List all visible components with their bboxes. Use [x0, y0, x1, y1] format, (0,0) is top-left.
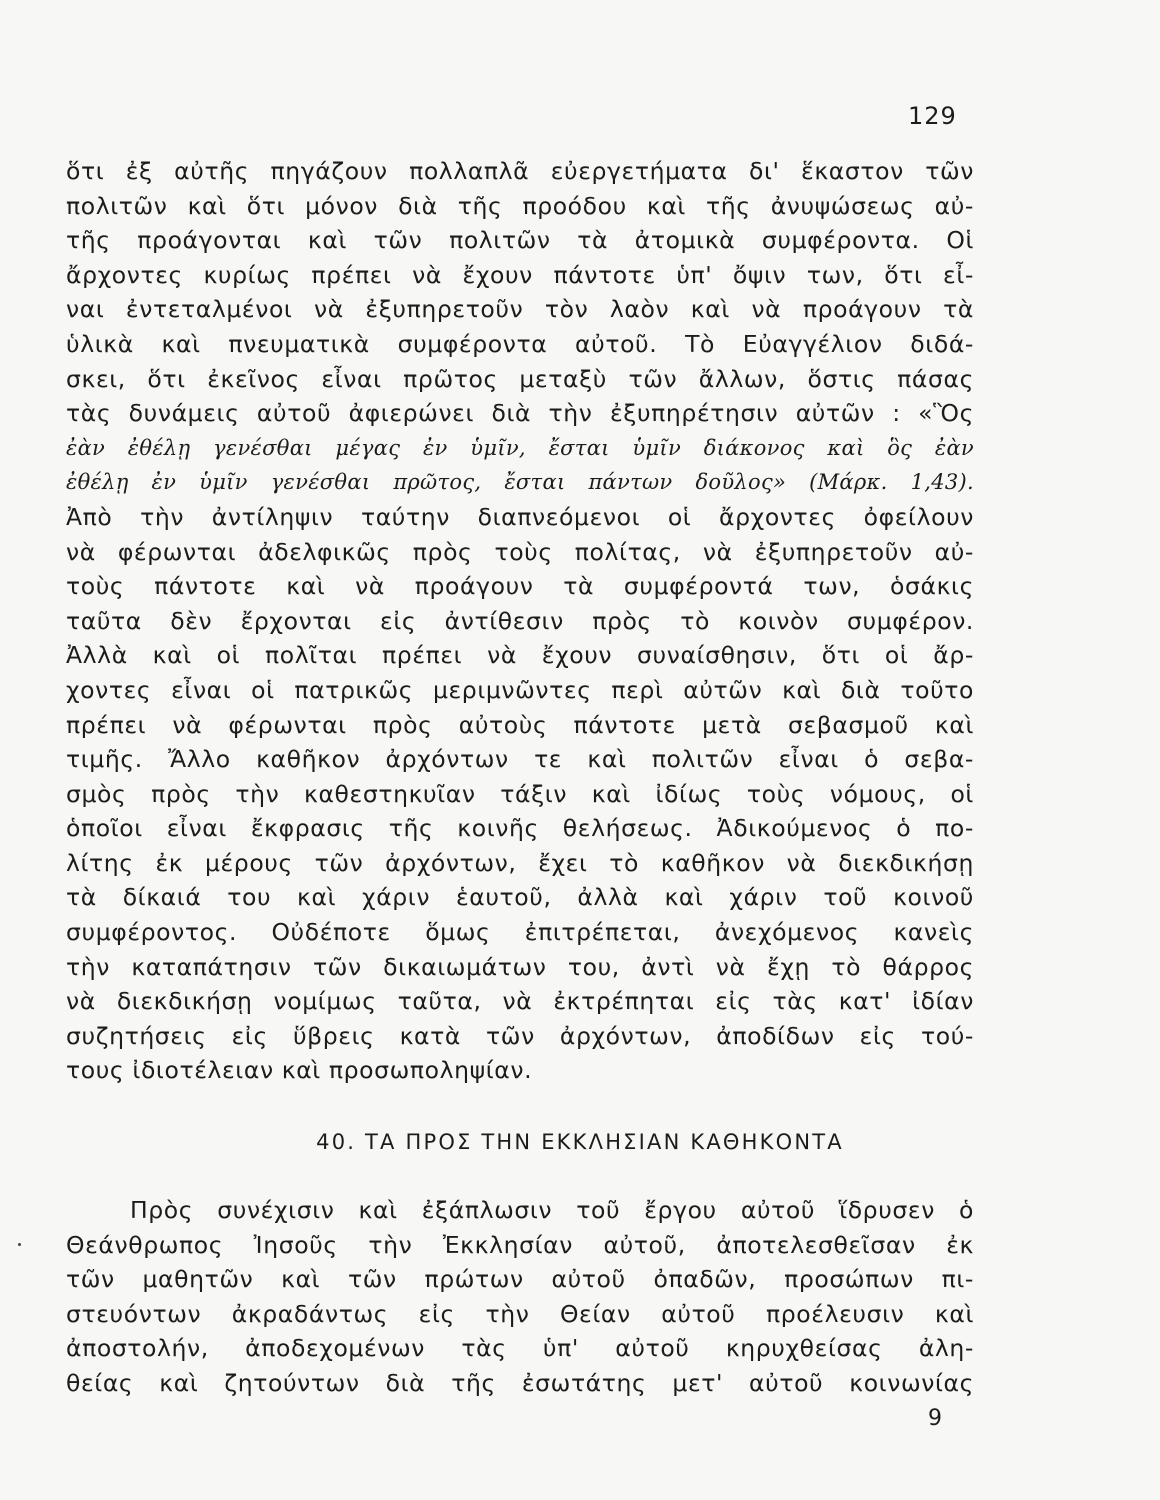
- text-line: ὑλικὰ καὶ πνευματικὰ συμφέροντα αὐτοῦ. Τὸ Εὐαγγέλιον διδά-: [66, 329, 974, 358]
- margin-dot: [18, 1243, 21, 1246]
- text-line: τοὺς πάντοτε καὶ νὰ προάγουν τὰ συμφέροντά των, ὁσάκις: [66, 572, 974, 601]
- text-line: πρέπει νὰ φέρωνται πρὸς αὐτοὺς πάντοτε μετὰ σεβασμοῦ καὶ: [66, 710, 974, 739]
- text-line: σμὸς πρὸς τὴν καθεστηκυῖαν τάξιν καὶ ἰδίως τοὺς νόμους, οἱ: [66, 779, 974, 808]
- paragraph-2: [66, 1193, 974, 1401]
- text-line: τους ἰδιοτέλειαν καὶ προσωποληψίαν.: [66, 1056, 533, 1085]
- text-line: Θεάνθρωπος Ἰησοῦς τὴν Ἐκκλησίαν αὐτοῦ, ἀποτελεσθεῖσαν ἐκ: [66, 1230, 974, 1259]
- text-line: ταῦτα δὲν ἔρχονται εἰς ἀντίθεσιν πρὸς τὸ κοινὸν συμφέρον.: [66, 606, 974, 635]
- text-line: πολιτῶν καὶ ὅτι μόνον διὰ τῆς προόδου καὶ τῆς ἀνυψώσεως αὐ-: [66, 191, 974, 220]
- text-line: θείας καὶ ζητούντων διὰ τῆς ἐσωτάτης μετ' αὐτοῦ κοινωνίας: [66, 1368, 974, 1397]
- text-line: Ἀλλὰ καὶ οἱ πολῖται πρέπει νὰ ἔχουν συναίσθησιν, ὅτι οἱ ἄρ-: [66, 641, 974, 670]
- text-line: συμφέροντος. Οὐδέποτε ὅμως ἐπιτρέπεται, ἀνεχόμενος κανεὶς: [66, 918, 974, 947]
- text-line: τὴν καταπάτησιν τῶν δικαιωμάτων του, ἀντὶ νὰ ἔχῃ τὸ θάρρος: [66, 952, 974, 981]
- section-heading: 40. ΤΑ ΠΡΟΣ ΤΗΝ ΕΚΚΛΗΣΙΑΝ ΚΑΘΗΚΟΝΤΑ: [316, 1130, 844, 1154]
- scripture-quote-line: ἐθέλῃ ἐν ὑμῖν γενέσθαι πρῶτος, ἔσται πάντων δοῦλος» (Μάρκ. 1,43).: [66, 470, 974, 495]
- text-line: τῶν μαθητῶν καὶ τῶν πρώτων αὐτοῦ ὀπαδῶν, προσώπων πι-: [66, 1265, 974, 1294]
- text-line: σκει, ὅτι ἐκεῖνος εἶναι πρῶτος μεταξὺ τῶν ἄλλων, ὅστις πάσας: [66, 364, 974, 393]
- text-line: νὰ διεκδικήσῃ νομίμως ταῦτα, νὰ ἐκτρέπηται εἰς τὰς κατ' ἰδίαν: [66, 987, 974, 1016]
- text-line: νὰ φέρωνται ἀδελφικῶς πρὸς τοὺς πολίτας, νὰ ἐξυπηρετοῦν αὐ-: [66, 537, 974, 566]
- paragraph-1: [66, 154, 974, 1088]
- text-line: ἄρχοντες κυρίως πρέπει νὰ ἔχουν πάντοτε ὑπ' ὄψιν των, ὅτι εἶ-: [66, 260, 974, 289]
- text-line: ναι ἐντεταλμένοι νὰ ἐξυπηρετοῦν τὸν λαὸν καὶ νὰ προάγουν τὰ: [66, 295, 974, 324]
- text-line: τιμῆς. Ἄλλο καθῆκον ἀρχόντων τε καὶ πολιτῶν εἶναι ὁ σεβα-: [66, 745, 974, 774]
- text-line: στευόντων ἀκραδάντως εἰς τὴν Θείαν αὐτοῦ προέλευσιν καὶ: [66, 1299, 974, 1328]
- text-line: συζητήσεις εἰς ὕβρεις κατὰ τῶν ἀρχόντων, ἀποδίδων εἰς τού-: [66, 1021, 974, 1050]
- text-line: ἀποστολήν, ἀποδεχομένων τὰς ὑπ' αὐτοῦ κηρυχθείσας ἀλη-: [66, 1334, 974, 1363]
- text-line: τὰ δίκαιά του καὶ χάριν ἑαυτοῦ, ἀλλὰ καὶ χάριν τοῦ κοινοῦ: [66, 883, 974, 912]
- text-line: τῆς προάγονται καὶ τῶν πολιτῶν τὰ ἀτομικὰ συμφέροντα. Οἱ: [66, 226, 974, 255]
- scripture-quote-line: ἐὰν ἐθέλῃ γενέσθαι μέγας ἐν ὑμῖν, ἔσται ὑμῖν διάκονος καὶ ὃς ἐὰν: [66, 435, 974, 460]
- text-line: ὁποῖοι εἶναι ἔκφρασις τῆς κοινῆς θελήσεως. Ἀδικούμενος ὁ πο-: [66, 814, 974, 843]
- page-number: 129: [908, 102, 957, 130]
- signature-mark: 9: [928, 1406, 942, 1431]
- text-line: τὰς δυνάμεις αὐτοῦ ἀφιερώνει διὰ τὴν ἐξυπηρέτησιν αὐτῶν : «Ὃς: [66, 399, 974, 428]
- text-line: λίτης ἐκ μέρους τῶν ἀρχόντων, ἔχει τὸ καθῆκον νὰ διεκδικήσῃ: [66, 848, 974, 877]
- text-line: χοντες εἶναι οἱ πατρικῶς μεριμνῶντες περὶ αὐτῶν καὶ διὰ τοῦτο: [66, 675, 974, 704]
- text-line: ὅτι ἐξ αὐτῆς πηγάζουν πολλαπλᾶ εὐεργετήματα δι' ἕκαστον τῶν: [66, 157, 974, 185]
- text-line: Ἀπὸ τὴν ἀντίληψιν ταύτην διαπνεόμενοι οἱ ἄρχοντες ὀφείλουν: [66, 502, 974, 531]
- text-line: Πρὸς συνέχισιν καὶ ἐξάπλωσιν τοῦ ἔργου αὐτοῦ ἵδρυσεν ὁ: [130, 1196, 974, 1224]
